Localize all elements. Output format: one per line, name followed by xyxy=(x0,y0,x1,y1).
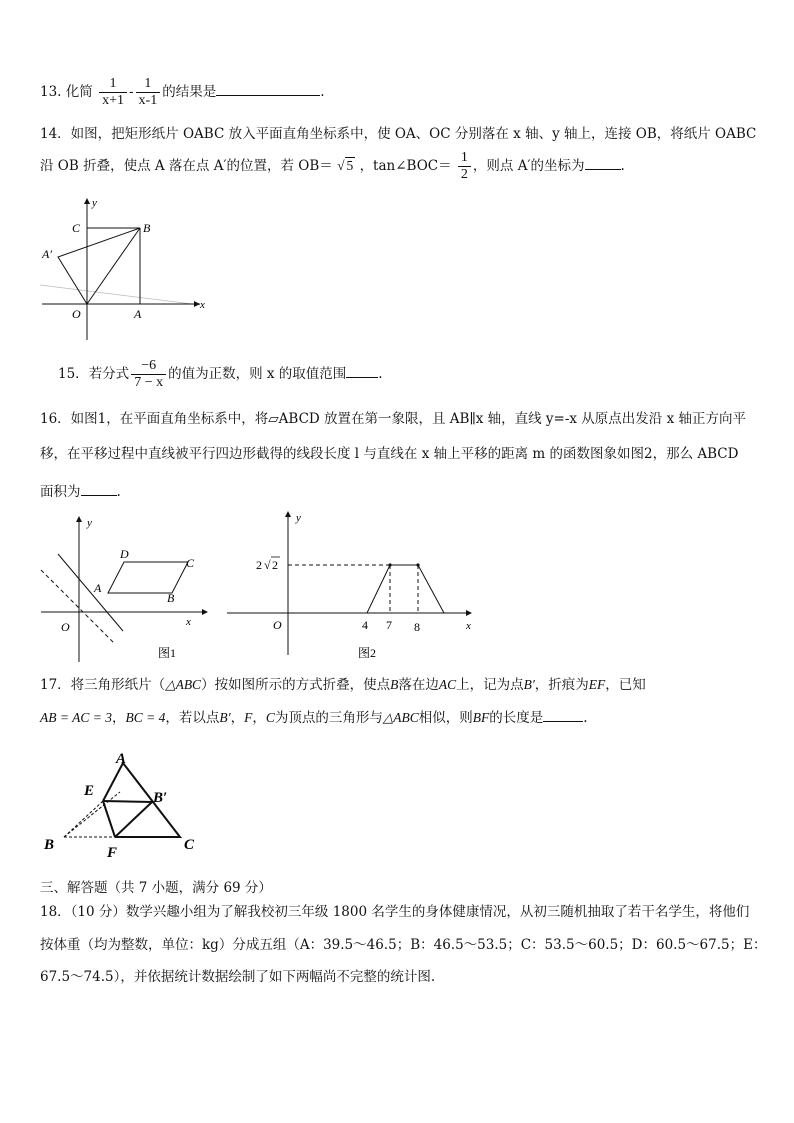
question-15 xyxy=(58,358,383,391)
q16-line2: 移，在平移过程中直线被平行四边形截得的线段长度 l 与直线在 x 轴上平移的距离 m 的函数图象如图2，那么 ABCD xyxy=(40,446,739,462)
q14-label-y: y xyxy=(92,197,97,209)
fig1-label-A: A xyxy=(94,581,102,595)
q17-label-A: A xyxy=(116,751,127,767)
fig1-label-C: C xyxy=(186,556,195,570)
q15-answer-blank[interactable] xyxy=(346,363,378,378)
fig2-label-x: x xyxy=(466,620,471,632)
q17-l2m: BF xyxy=(472,710,490,725)
q17-label-C: C xyxy=(184,837,195,853)
q14-line2-b: ，tan∠BOC＝ xyxy=(359,158,452,174)
q16-figure-2 xyxy=(222,505,482,665)
q17-end: . xyxy=(583,710,588,726)
q17-l2c: BC = 4 xyxy=(125,710,166,725)
q14-fraction xyxy=(458,150,471,183)
fig2-graph xyxy=(288,565,444,613)
q18-line3: 67.5～74.5），并依据统计数据绘制了如下两幅尚不完整的统计图. xyxy=(40,969,436,985)
q14-label-C: C xyxy=(72,221,81,235)
q15-frac-den: 7 − x xyxy=(134,375,164,390)
fig1-line-dashed xyxy=(41,570,114,643)
q16-end: . xyxy=(116,484,121,500)
q17-l1c: 落在边 xyxy=(398,677,439,693)
q13-prefix: 化简 xyxy=(65,84,93,100)
q17-l2k: △ABC xyxy=(382,710,419,725)
q17-l1a: 17．将三角形纸片（ xyxy=(40,677,166,693)
q15-prefix: 若分式 xyxy=(88,366,130,382)
q14-y-arrow xyxy=(84,198,90,204)
q17-l2e: B′ xyxy=(219,710,231,725)
q17-l1b: ）按如图所示的方式折叠，使点 xyxy=(201,677,391,693)
q14-frac-den: 2 xyxy=(460,167,468,182)
q14-frac-num: 1 xyxy=(458,150,471,167)
q14-label-A-prime: A′ xyxy=(42,247,52,261)
fig2-tick-4: 4 xyxy=(362,618,368,632)
q16-answer-blank[interactable] xyxy=(81,481,117,496)
q13-frac1-num: 1 xyxy=(99,76,127,93)
q17-l2j: 为顶点的三角形与 xyxy=(274,710,383,726)
q17-line1 xyxy=(40,677,646,693)
q16-figure-1 xyxy=(36,510,216,665)
q17-tri1: △ABC xyxy=(165,677,202,692)
q16-line3 xyxy=(40,481,121,500)
q17-pB2: B′ xyxy=(523,677,535,692)
q17-figure xyxy=(40,745,210,860)
q14-line2-c: ，则点 A′的坐标为 xyxy=(472,158,585,174)
q17-l1d: 上，记为点 xyxy=(456,677,524,693)
q14-answer-blank[interactable] xyxy=(585,155,621,170)
q17-l2l: 相似，则 xyxy=(418,710,473,726)
fig2-ymark-sqrt: √ xyxy=(264,558,271,572)
q15-fraction xyxy=(131,358,166,391)
q17-label-F: F xyxy=(107,845,118,860)
q17-l1f: ，已知 xyxy=(605,677,646,693)
q15-suffix: 的值为正数，则 x 的取值范围 xyxy=(168,366,347,382)
fig2-x-arrow xyxy=(466,610,472,616)
fig2-ymark-rad: 2 xyxy=(272,558,278,572)
fig2-ymark-coef: 2 xyxy=(256,558,262,572)
q17-eEF: EF xyxy=(588,677,606,692)
fig2-label-y: y xyxy=(296,512,301,524)
question-13 xyxy=(40,76,325,109)
q16-line1: 16．如图1，在平面直角坐标系中，将▱ABCD 放置在第一象限，且 AB∥x 轴，直线 y=-x 从原点出发沿 x 轴正方向平 xyxy=(40,411,747,427)
q13-answer-blank[interactable] xyxy=(216,81,320,96)
q14-label-x: x xyxy=(200,299,205,311)
fig1-label-x: x xyxy=(186,616,191,628)
fig1-label-O: O xyxy=(61,620,70,634)
q13-frac1-den: x+1 xyxy=(102,93,124,108)
q15-end: . xyxy=(378,366,383,382)
q15-number: 15． xyxy=(58,366,89,382)
q17-l2g: F xyxy=(244,710,253,725)
q14-line2 xyxy=(40,150,625,183)
q13-fraction-1 xyxy=(99,76,127,109)
q17-l2a: AB = AC = 3 xyxy=(40,710,112,725)
q17-l2b: ， xyxy=(111,710,126,726)
q14-sqrt-value: 5 xyxy=(346,158,354,173)
fig2-label-O: O xyxy=(273,618,282,632)
q14-sqrt: √ 5 xyxy=(337,158,354,173)
q14-line2-a: 沿 OB 折叠，使点 A 落在点 A′的位置，若 OB＝ xyxy=(40,158,333,174)
fig2-y-arrow xyxy=(285,511,291,517)
q17-l1e: ，折痕为 xyxy=(534,677,589,693)
fig2-tick-7: 7 xyxy=(386,618,392,632)
fig1-caption: 图1 xyxy=(158,646,177,660)
fig2-tick-8: 8 xyxy=(414,620,420,634)
q14-end: . xyxy=(620,158,625,174)
q17-l2f: ， xyxy=(230,710,245,726)
q14-label-A: A xyxy=(134,307,142,321)
q16-line3-text: 面积为 xyxy=(40,484,81,500)
q17-answer-blank[interactable] xyxy=(543,707,583,722)
fig1-y-arrow xyxy=(76,516,82,522)
fig1-label-D: D xyxy=(120,547,129,561)
q18-line2: 按体重（均为整数，单位：kg）分成五组（A：39.5～46.5；B：46.5～53.5；C：53.5～60.5；D：60.5～67.5；E： xyxy=(40,937,767,953)
fig1-parallelogram xyxy=(108,562,188,593)
q14-label-O: O xyxy=(72,307,81,321)
q17-l2h: ， xyxy=(252,710,266,726)
q13-end: . xyxy=(320,84,325,100)
q17-l2d: ，若以点 xyxy=(165,710,220,726)
q17-l2n: 的长度是 xyxy=(489,710,544,726)
q14-line1: 14．如图，把矩形纸片 OABC 放入平面直角坐标系中，使 OA、OC 分别落在 x 轴、y 轴上，连接 OB，将纸片 OABC xyxy=(40,126,757,142)
q18-line1: 18．（10 分）数学兴趣小组为了解我校初三年级 1800 名学生的身体健康情况，从初三随机抽取了若干名学生，将他们 xyxy=(40,904,750,920)
q17-eAC: AC xyxy=(438,677,457,692)
q17-label-B-prime: B′ xyxy=(153,790,168,806)
q13-number: 13. xyxy=(40,84,62,100)
q14-figure xyxy=(30,190,215,350)
q13-fraction-2 xyxy=(136,76,161,109)
q17-label-B: B xyxy=(44,837,55,853)
q17-pB: B xyxy=(390,677,399,692)
q17-triangle-outline xyxy=(103,763,180,837)
q13-frac2-num: 1 xyxy=(136,76,161,93)
fig1-label-y: y xyxy=(87,517,92,529)
fig1-label-B: B xyxy=(167,591,175,605)
q13-minus: - xyxy=(128,84,134,100)
q13-frac2-den: x-1 xyxy=(138,93,158,108)
q17-line2 xyxy=(40,707,588,726)
q14-label-B: B xyxy=(143,221,151,235)
q15-frac-num: −6 xyxy=(131,358,166,375)
section-3-title: 三、解答题（共 7 小题，满分 69 分） xyxy=(40,880,272,896)
q13-suffix: 的结果是 xyxy=(162,84,217,100)
fig2-caption: 图2 xyxy=(358,646,377,660)
q17-l2i: C xyxy=(265,710,275,725)
q17-label-E: E xyxy=(84,783,95,799)
fig1-x-arrow xyxy=(202,609,208,615)
